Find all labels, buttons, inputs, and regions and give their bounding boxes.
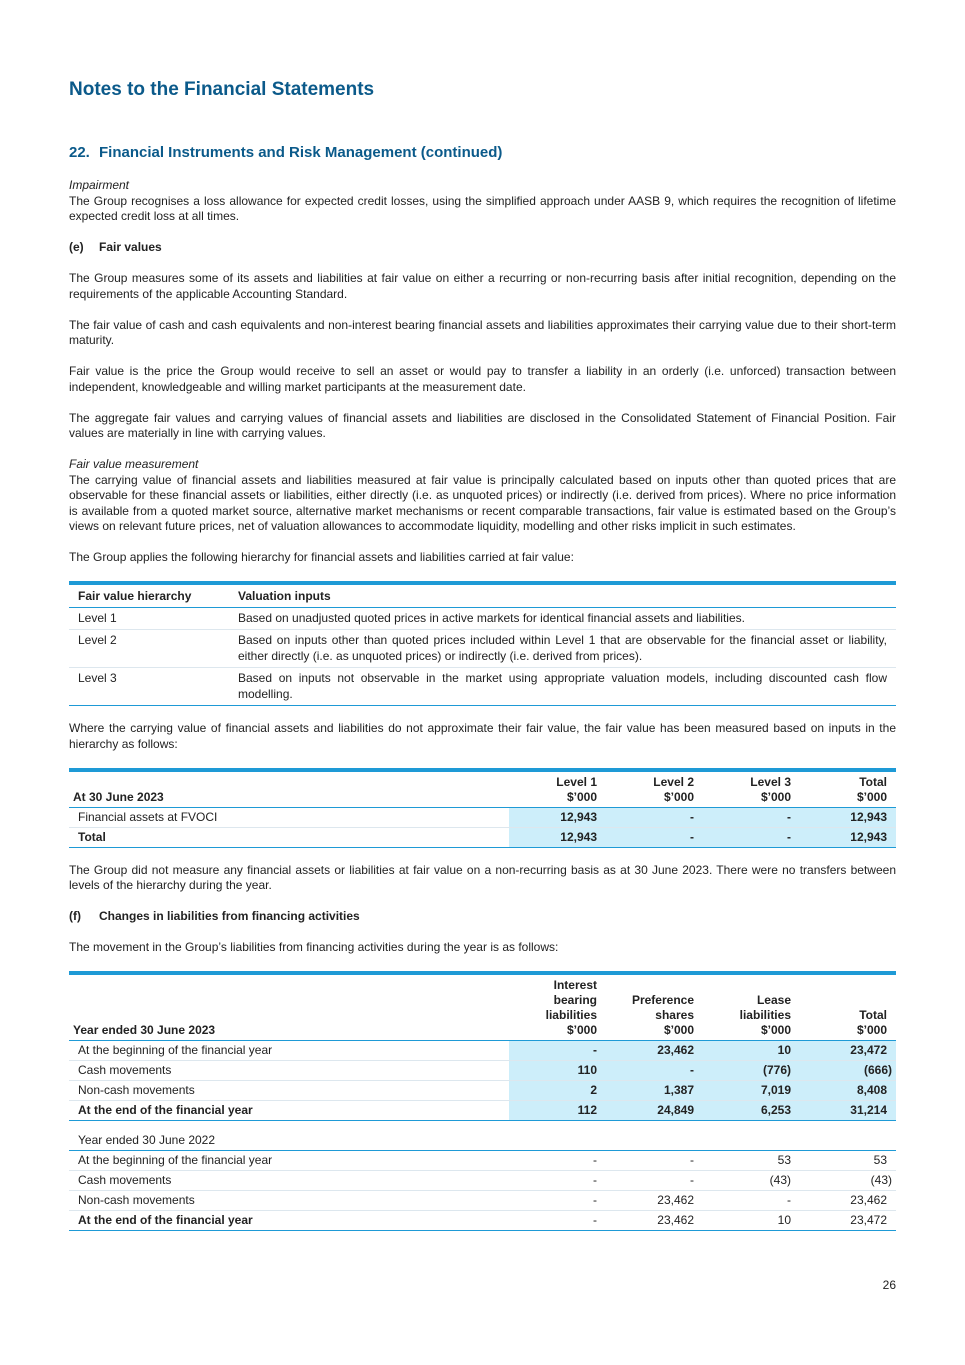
financing-label: (f) — [69, 909, 81, 923]
fair-values-p4: The aggregate fair values and carrying values of financial assets and liabilities are disclosed in the Consolidated Statement of Financial Position. Fair values are materially in line with carrying values. — [69, 410, 896, 440]
column-header: Fair value hierarchy — [69, 583, 229, 607]
column-header: Total $’000 — [800, 973, 896, 1041]
fair-values-title: Fair values — [99, 240, 162, 254]
table-row: At the beginning of the financial year - 23,462 10 23,472 — [69, 1041, 896, 1061]
page-number: 26 — [882, 1278, 896, 1292]
section-number: 22. — [69, 144, 90, 161]
column-header: Level 3 $’000 — [703, 770, 800, 808]
fair-value-table — [69, 768, 896, 848]
column-header: Level 2 $’000 — [606, 770, 703, 808]
impairment-text: The Group recognises a loss allowance for expected credit losses, using the simplified approach under AASB 9, which requires the recognition of lifetime expected credit loss at all times. — [69, 193, 896, 223]
fair-values-p2: The fair value of cash and cash equivalents and non-interest bearing financial assets and liabilities approximates their carrying value due to their short-term maturity. — [69, 317, 896, 347]
year-title: Year ended 30 June 2022 — [69, 1129, 896, 1151]
column-header: Preference shares $’000 — [606, 973, 703, 1041]
fair-values-p3: Fair value is the price the Group would receive to sell an asset or would pay to transfer a liability in an orderly (i.e. unforced) transaction between independent, knowledgeable and willing market participants at the measurement date. — [69, 364, 896, 394]
section-title: Financial Instruments and Risk Management (continued) — [99, 144, 503, 161]
table-row — [69, 668, 896, 706]
financing-intro: The movement in the Group’s liabilities from financing activities during the year is as follows: — [69, 940, 559, 954]
table-header-row — [69, 973, 896, 1041]
fv-note: The Group did not measure any financial assets or liabilities at fair value on a non-recurring basis as at 30 June 2023. There were no transfers between levels of the hierarchy during the year. — [69, 862, 896, 892]
column-header: Total $’000 — [800, 770, 896, 808]
content-flow — [69, 178, 896, 1246]
column-header: Valuation inputs — [229, 583, 896, 607]
fair-values-p5: The carrying value of financial assets and liabilities measured at fair value is principally calculated based on inputs other than quoted prices that are observable for these financial assets or liabilities, either directly (i.e. as unquoted prices) or indirectly (i.e. derived from prices). Where no price information is available from a quoted market source, alternative market mechanisms or recent comparable transactions, fair value is estimated based on the Group’s views on relevant future prices, net of valuation allowances to accommodate liquidity, modelling and other risks implicit in such estimates. — [69, 472, 896, 533]
cell-level: Level 1 — [69, 607, 229, 630]
page-title: Notes to the Financial Statements — [69, 79, 375, 100]
total-row: Total 12,943 - - 12,943 — [69, 827, 896, 847]
table-row: Non-cash movements 2 1,387 7,019 8,408 — [69, 1081, 896, 1101]
table-row — [69, 630, 896, 668]
column-header: Lease liabilities $’000 — [703, 973, 800, 1041]
cell-level: Level 3 — [78, 671, 117, 685]
cell-desc: Based on inputs other than quoted prices included within Level 1 that are observable for the financial asset or liability, either directly (i.e. as unquoted prices) or indirectly (i.e. derived from prices). — [229, 630, 896, 668]
hierarchy-table — [69, 581, 896, 706]
measurement-heading: Fair value measurement — [69, 457, 199, 471]
financing-table — [69, 971, 896, 1231]
table-row: Cash movements - - (43) (43) — [69, 1171, 896, 1191]
spacer-row — [69, 1121, 896, 1130]
column-header: Interest bearing liabilities $’000 — [509, 973, 606, 1041]
table-title: Year ended 30 June 2023 — [69, 973, 509, 1041]
fair-values-p1: The Group measures some of its assets and liabilities at fair value on either a recurring or non-recurring basis after initial recognition, depending on the requirements of the applicable Accounting Standard. — [69, 271, 896, 301]
fair-values-heading — [69, 240, 896, 256]
column-header: Level 1 $’000 — [509, 770, 606, 808]
section-heading — [69, 145, 502, 161]
table-row — [69, 607, 896, 630]
financing-heading — [69, 909, 896, 925]
fair-values-label: (e) — [69, 240, 84, 254]
total-row: At the end of the financial year - 23,462 10 23,472 — [69, 1211, 896, 1231]
financing-title: Changes in liabilities from financing activities — [99, 909, 360, 923]
table-header-row — [69, 583, 896, 607]
table-title: At 30 June 2023 — [69, 770, 509, 808]
hierarchy-followup: Where the carrying value of financial assets and liabilities do not approximate their fair value, the fair value has been measured based on inputs in the hierarchy as follows: — [69, 721, 896, 751]
table-row: At the beginning of the financial year - - 53 53 — [69, 1151, 896, 1171]
cell-desc: Based on unadjusted quoted prices in active markets for identical financial assets and liabilities. — [229, 607, 896, 630]
cell-level: Level 2 — [69, 630, 229, 668]
table-row: Non-cash movements - 23,462 - 23,462 — [69, 1191, 896, 1211]
cell-desc: Based on inputs not observable in the market using appropriate valuation models, including discounted cash flow modelling. — [238, 671, 887, 701]
total-row: At the end of the financial year 112 24,849 6,253 31,214 — [69, 1101, 896, 1121]
table-row: Cash movements 110 - (776) (666) — [69, 1061, 896, 1081]
fair-values-p6: The Group applies the following hierarchy for financial assets and liabilities carried at fair value: — [69, 550, 574, 564]
impairment-heading: Impairment — [69, 178, 130, 192]
year-row — [69, 1129, 896, 1151]
table-header-row — [69, 770, 896, 808]
table-row: Financial assets at FVOCI 12,943 - - 12,943 — [69, 807, 896, 827]
